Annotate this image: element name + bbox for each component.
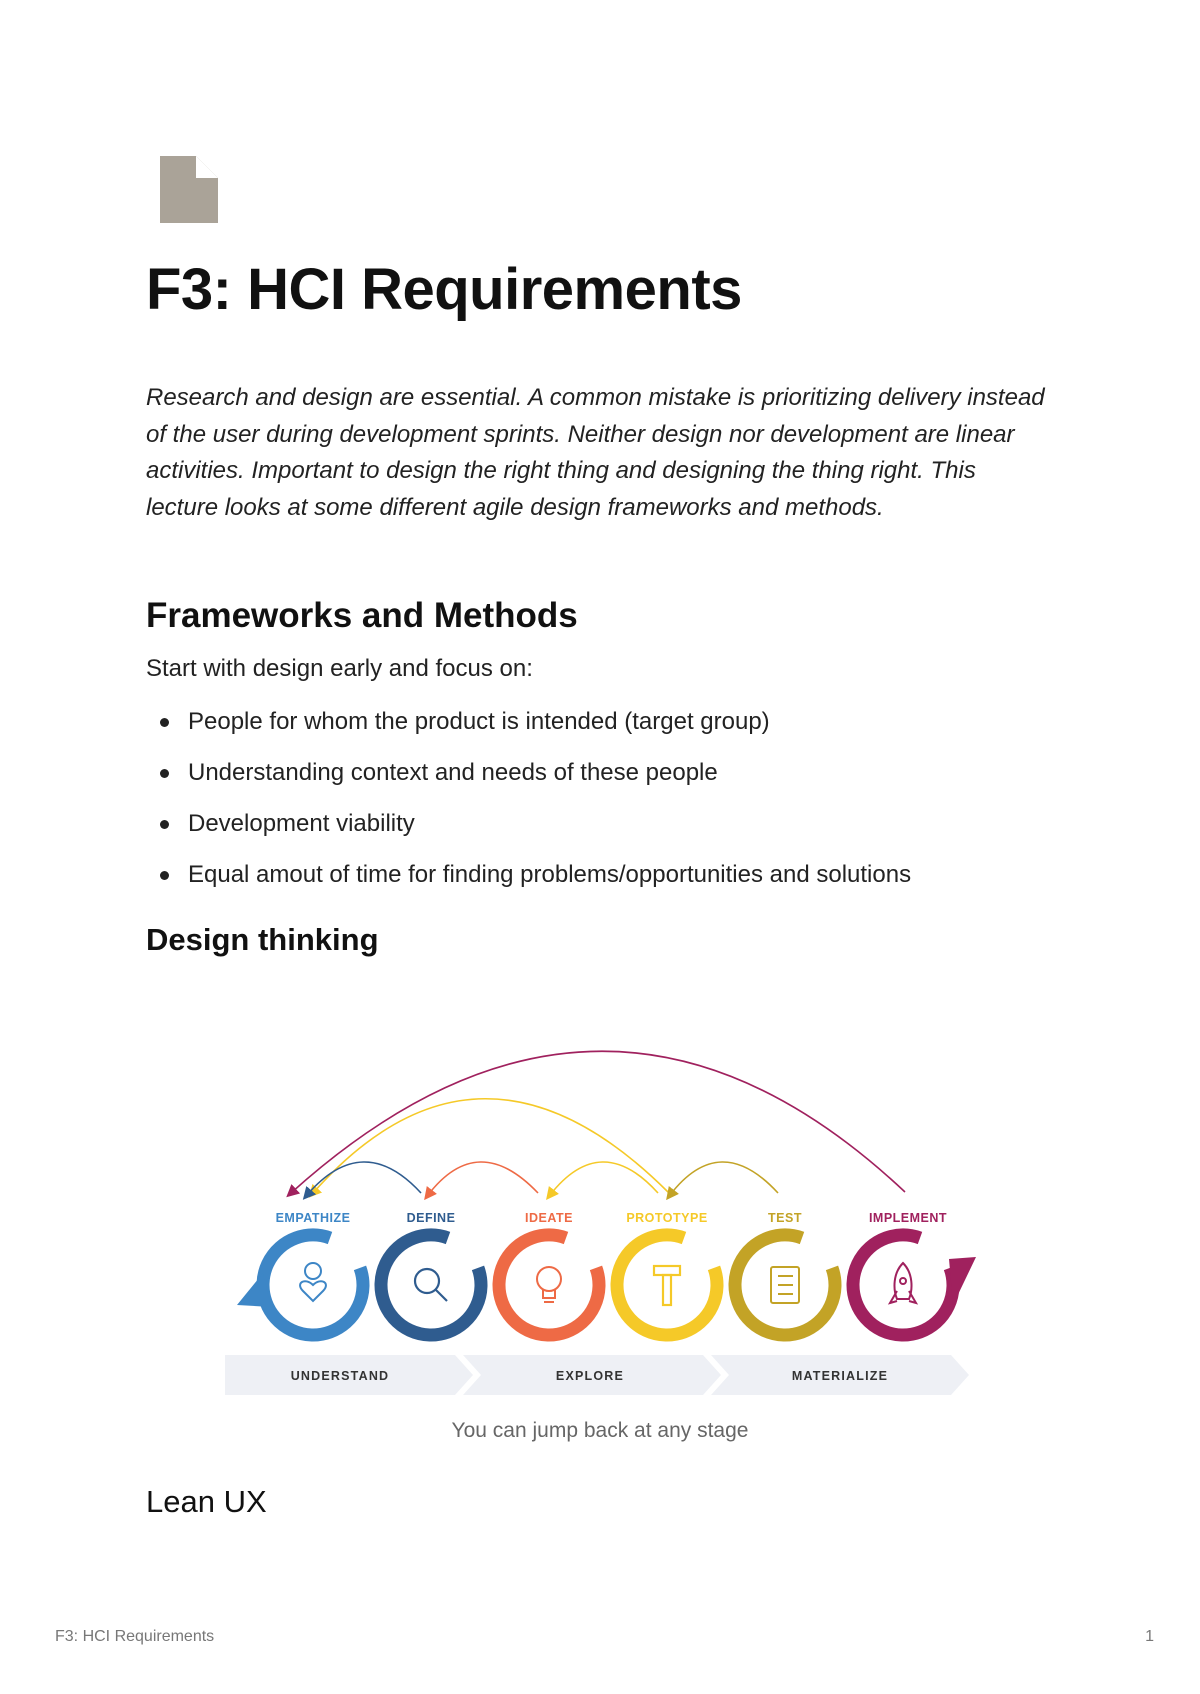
- lightbulb-icon: [537, 1267, 561, 1302]
- intro-paragraph: Research and design are essential. A common mistake is prioritizing delivery instead of the user during development sprints. Neither design nor development are linear activities. Important to design the right thing and designing the thing right. This lecture looks at some different agile design frameworks and methods.: [146, 384, 1045, 521]
- bullet-text: Development viability: [188, 810, 415, 837]
- phase-label-materialize: MATERIALIZE: [791, 1369, 889, 1383]
- frameworks-lead-text: Start with design early and focus on:: [146, 655, 533, 682]
- frameworks-bullet-list: [146, 706, 911, 910]
- heading-lean-ux: Lean UX: [146, 1484, 267, 1519]
- stage-label-prototype: PROTOTYPE: [626, 1211, 708, 1225]
- phase-label-explore: EXPLORE: [555, 1369, 625, 1383]
- heading-frameworks-and-methods: Frameworks and Methods: [146, 596, 578, 635]
- stage-ring-implement: [839, 1221, 976, 1349]
- bullet-dot-icon: [160, 769, 169, 778]
- diagram-caption: You can jump back at any stage: [451, 1419, 749, 1442]
- rocket-icon: [890, 1263, 916, 1303]
- checklist-icon: [771, 1267, 799, 1303]
- bullet-text: People for whom the product is intended (target group): [188, 708, 770, 735]
- bullet-text: Understanding context and needs of these people: [188, 759, 718, 786]
- bullet-item: [146, 808, 911, 859]
- footer-document-title: F3: HCI Requirements: [55, 1628, 215, 1645]
- document-icon: [160, 156, 218, 223]
- stage-label-define: DEFINE: [406, 1211, 456, 1225]
- phase-label-understand: UNDERSTAND: [290, 1369, 390, 1383]
- page-title: F3: HCI Requirements: [146, 257, 742, 322]
- heading-design-thinking: Design thinking: [146, 922, 379, 957]
- bullet-item: [146, 757, 911, 808]
- stage-label-test: TEST: [768, 1211, 802, 1225]
- person-heart-icon: [300, 1263, 326, 1301]
- magnifier-icon: [415, 1269, 447, 1301]
- footer-page-number: 1: [1145, 1628, 1154, 1645]
- bullet-dot-icon: [160, 871, 169, 880]
- stage-ring-prototype: [603, 1221, 731, 1349]
- bullet-item: [146, 706, 911, 757]
- stage-ring-define: [367, 1221, 495, 1349]
- stage-label-empathize: EMPATHIZE: [275, 1211, 351, 1225]
- jump-back-arcs: [291, 1051, 905, 1195]
- bullet-text: Equal amout of time for finding problems/opportunities and solutions: [188, 861, 912, 888]
- stage-label-implement: IMPLEMENT: [868, 1211, 948, 1225]
- design-thinking-diagram: [225, 1005, 985, 1405]
- stage-ring-ideate: [485, 1221, 613, 1349]
- bullet-dot-icon: [160, 718, 169, 727]
- stage-label-ideate: IDEATE: [525, 1211, 573, 1225]
- bullet-dot-icon: [160, 820, 169, 829]
- stage-ring-empathize: [237, 1221, 377, 1349]
- bullet-item: [146, 859, 911, 910]
- hammer-icon: [654, 1266, 680, 1305]
